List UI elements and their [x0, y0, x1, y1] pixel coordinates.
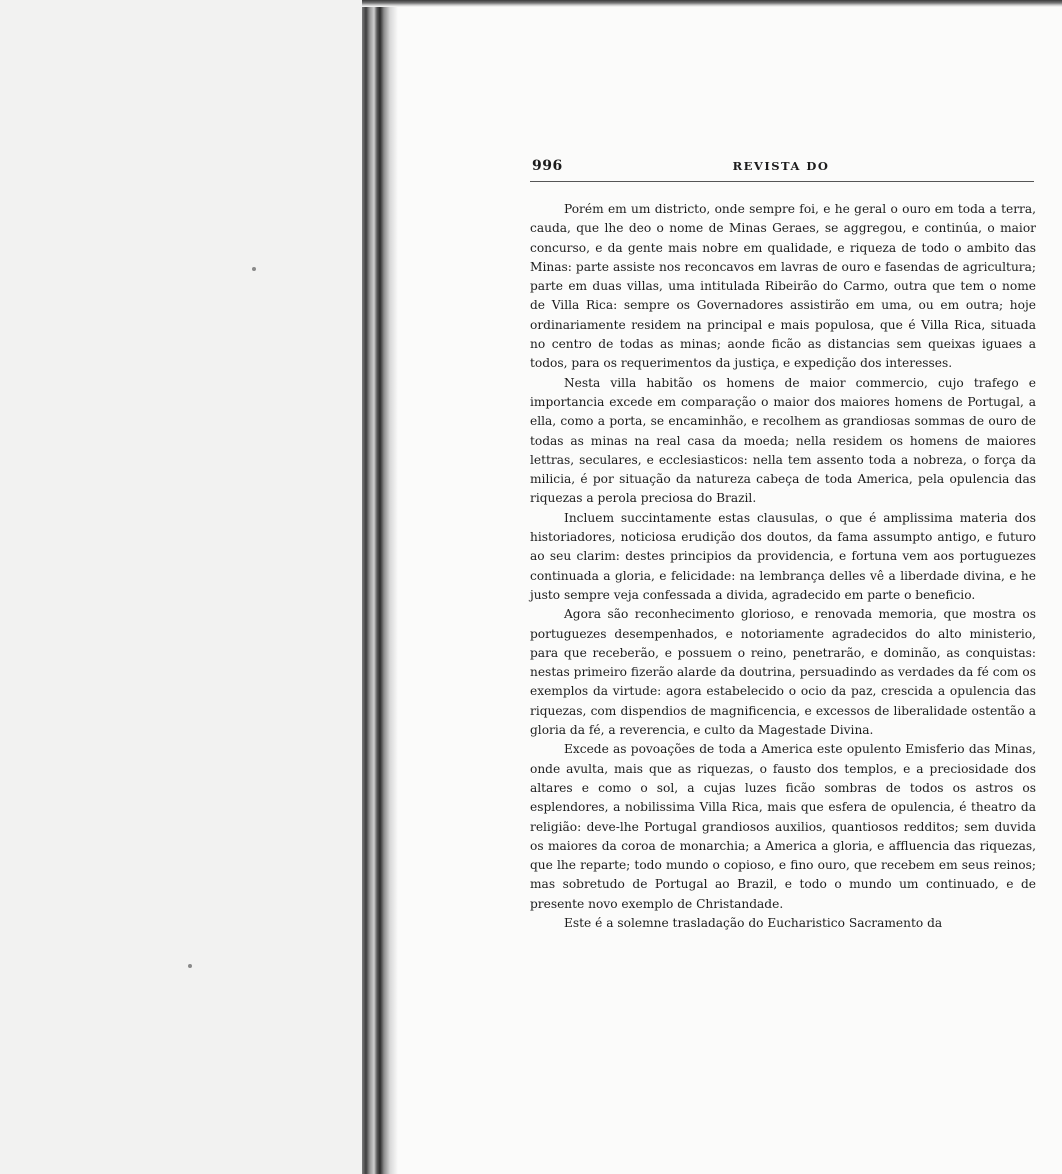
- running-header: [528, 158, 1034, 180]
- scan-speck: [188, 964, 192, 968]
- page-number: 996: [532, 158, 563, 174]
- scan-speck: [252, 267, 256, 271]
- paragraph: Incluem succintamente estas clausulas, o que é amplissima materia dos historiadores, noticiosa erudição dos doutos, da fama assumpto antigo, e futuro ao seu clarim: destes principios da providencia, e fortuna vem aos portuguezes continuada a gloria, e felicidade: na lembrança delles vê a liberdade divina, e he justo sempre veja confessada a divida, agradecido em parte o beneficio.: [530, 510, 1036, 602]
- binding-shadow: [362, 0, 398, 1174]
- header-rule: [530, 181, 1034, 182]
- body-text: [530, 200, 1036, 933]
- scan-margin: [0, 0, 362, 1174]
- paragraph: Este é a solemne trasladação do Eucharistico Sacramento da: [564, 915, 943, 930]
- paragraph: Nesta villa habitão os homens de maior commercio, cujo trafego e importancia excede em comparação o maior dos maiores homens de Portugal, a ella, como a porta, se encaminhão, e recolhem as grandiosas sommas de ouro de todas as minas na real casa da moeda; nella residem os homens de maiores lettras, seculares, e ecclesiasticos: nella tem assento toda a nobreza, o força da milicia, é por situação da natureza cabeça de toda America, pela opulencia das riquezas a perola preciosa do Brazil.: [530, 375, 1036, 506]
- paragraph: Excede as povoações de toda a America este opulento Emisferio das Minas, onde avulta, mais que as riquezas, o fausto dos templos, e a preciosidade dos altares e como o sol, a cujas luzes ficão sombras de todos os astros os esplendores, a nobilissima Villa Rica, mais que esfera de opulencia, é theatro da religião: deve-lhe Portugal grandiosos auxilios, quantiosos redditos; sem duvida os maiores da coroa de monarchia; a America a gloria, e affluencia das riquezas, que lhe reparte; todo mundo o copioso, e fino ouro, que recebem em seus reinos; mas sobretudo de Portugal ao Brazil, e todo o mundo um continuado, e de presente novo exemplo de Christandade.: [530, 742, 1036, 911]
- paragraph: Porém em um districto, onde sempre foi, e he geral o ouro em toda a terra, cauda, que lhe deo o nome de Minas Geraes, se aggregou, e continúa, o maior concurso, e da gente mais nobre em qualidade, e riqueza de todo o ambito das Minas: parte assiste nos reconcavos em lavras de ouro e fasendas de agricultura; parte em duas villas, uma intitulada Ribeirão do Carmo, outra que tem o nome de Villa Rica: sempre os Governadores assistirão em uma, ou em outra; hoje ordinariamente residem na principal e mais populosa, que é Villa Rica, situada no centro de todas as minas; aonde ficão as distancias sem queixas iguaes a todos, para os requerimentos da justiça, e expedição dos interesses.: [530, 202, 1036, 371]
- page-top-edge: [362, 0, 1062, 7]
- paragraph: Agora são reconhecimento glorioso, e renovada memoria, que mostra os portuguezes desempenhados, e notoriamente agradecidos do alto ministerio, para que receberão, e possuem o reino, penetrarão, e dominão, as conquistas: nestas primeiro fizerão alarde da doutrina, persuadindo as verdades da fé com os exemplos da virtude: agora estabelecido o ocio da paz, crescida a opulencia das riquezas, com dispendios de magnificencia, e excessos de liberalidade ostentão a gloria da fé, a reverencia, e culto da Magestade Divina.: [530, 607, 1036, 738]
- running-title: REVISTA DO: [732, 159, 830, 173]
